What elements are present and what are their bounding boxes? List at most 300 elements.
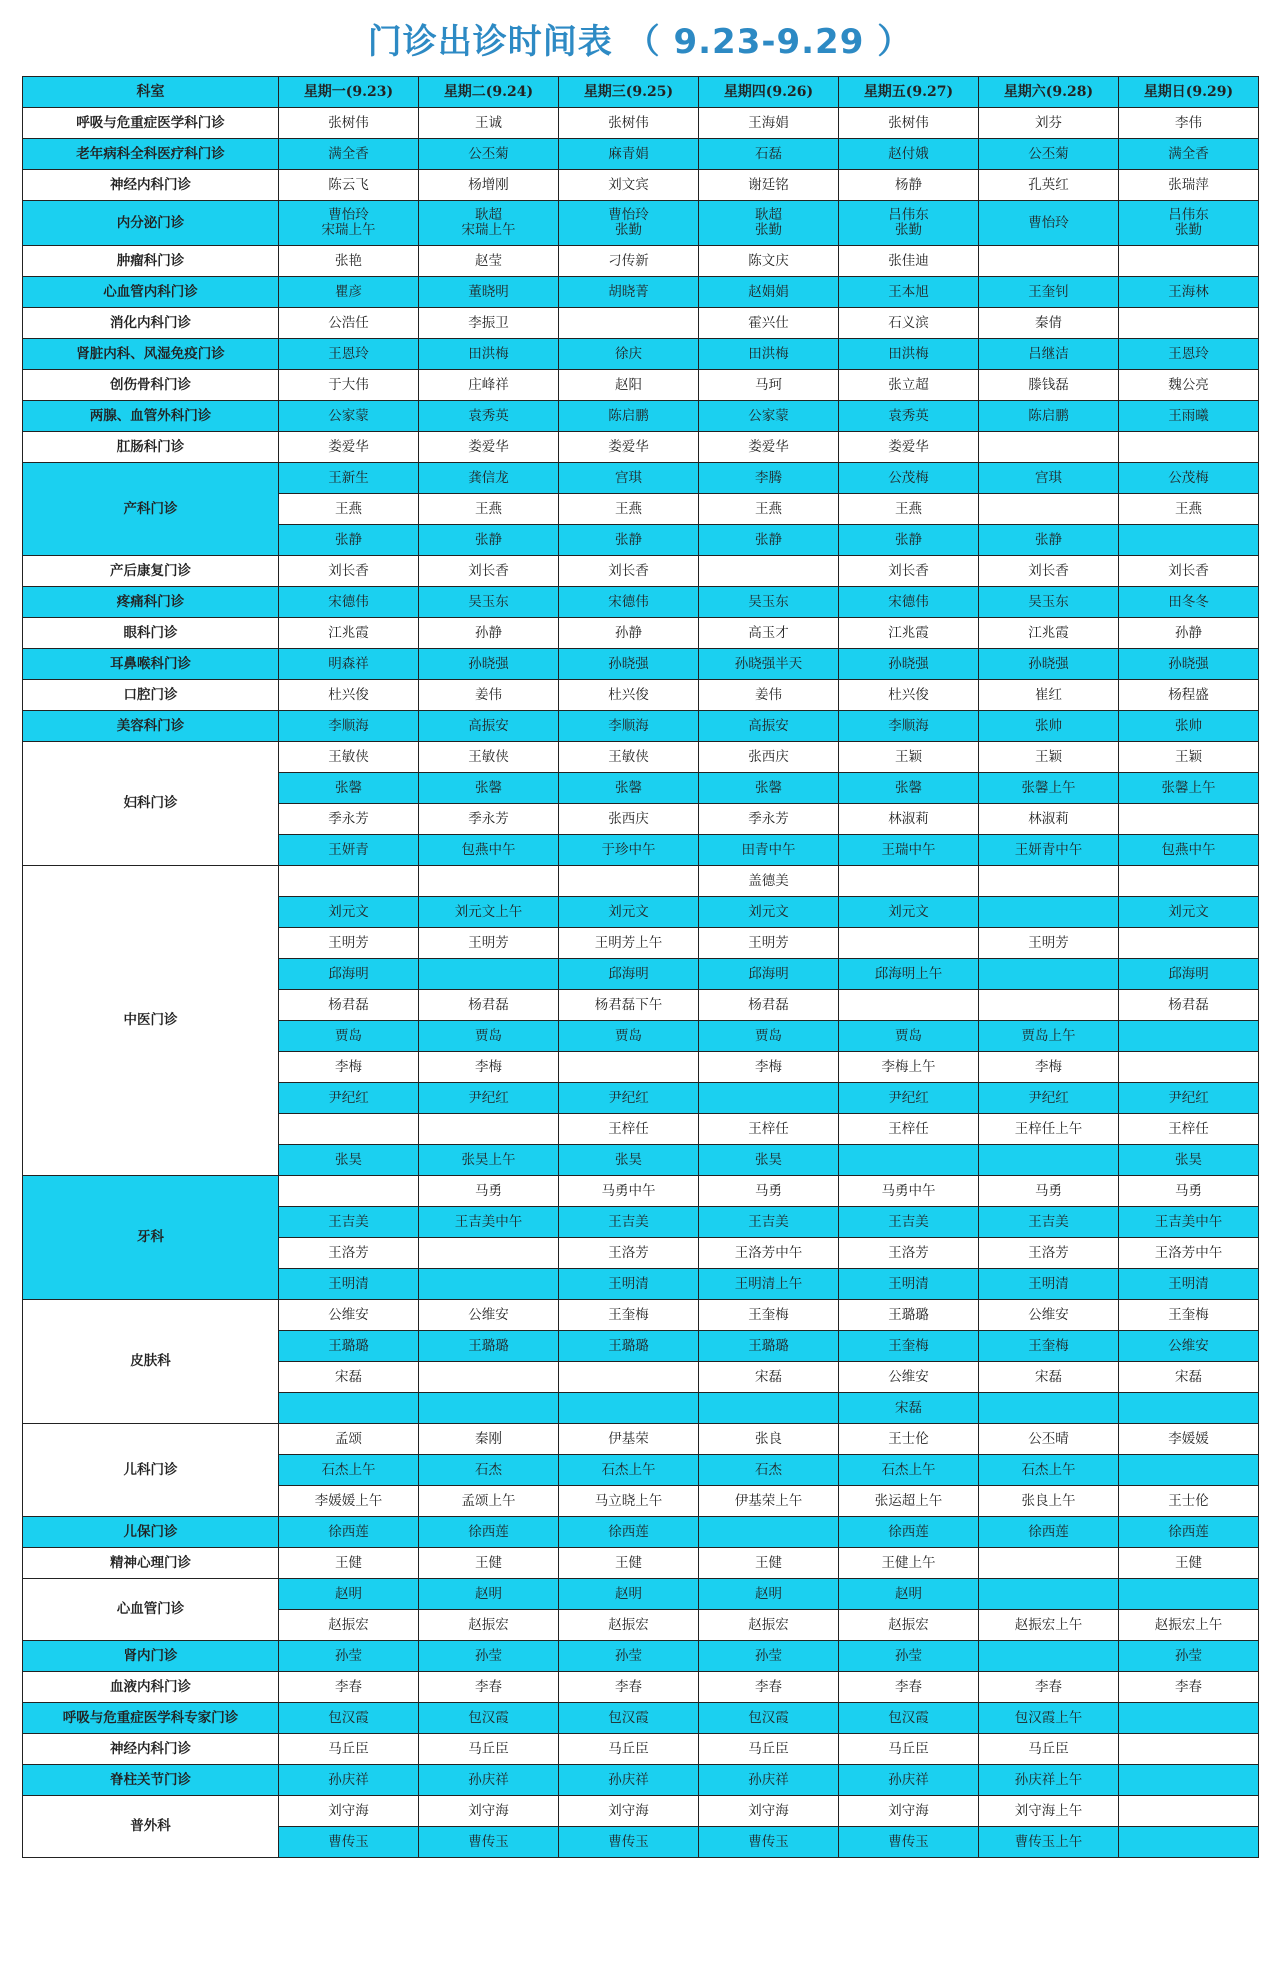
doctor-cell: 耿超 张勤	[699, 201, 839, 246]
doctor-cell: 张静	[699, 525, 839, 556]
doctor-cell: 王健	[1119, 1548, 1259, 1579]
doctor-cell: 庄峰祥	[419, 370, 559, 401]
doctor-cell: 张静	[559, 525, 699, 556]
doctor-cell: 刘守海	[559, 1796, 699, 1827]
doctor-cell	[1119, 1393, 1259, 1424]
doctor-cell	[839, 866, 979, 897]
doctor-cell	[699, 556, 839, 587]
department-name: 心血管门诊	[23, 1579, 279, 1641]
doctor-cell: 尹纪红	[279, 1083, 419, 1114]
doctor-cell: 王雨曦	[1119, 401, 1259, 432]
doctor-cell: 李春	[699, 1672, 839, 1703]
doctor-cell: 高振安	[419, 711, 559, 742]
doctor-cell: 公丕晴	[979, 1424, 1119, 1455]
doctor-cell: 贾岛	[699, 1021, 839, 1052]
doctor-cell: 王璐璐	[559, 1331, 699, 1362]
doctor-cell: 孙静	[419, 618, 559, 649]
doctor-cell: 包汉霞	[699, 1703, 839, 1734]
doctor-cell: 王奎梅	[559, 1300, 699, 1331]
doctor-cell: 赵娟娟	[699, 277, 839, 308]
department-name: 肾脏内科、风湿免疫门诊	[23, 339, 279, 370]
doctor-cell: 杜兴俊	[839, 680, 979, 711]
doctor-cell: 王颖	[1119, 742, 1259, 773]
doctor-cell	[839, 990, 979, 1021]
doctor-cell	[279, 1393, 419, 1424]
doctor-cell	[1119, 525, 1259, 556]
doctor-cell: 吕伟东 张勤	[839, 201, 979, 246]
doctor-cell	[279, 1114, 419, 1145]
doctor-cell: 尹纪红	[839, 1083, 979, 1114]
doctor-cell: 刘长香	[559, 556, 699, 587]
doctor-cell: 包汉霞上午	[979, 1703, 1119, 1734]
doctor-cell: 徐西莲	[839, 1517, 979, 1548]
doctor-cell: 刘长香	[279, 556, 419, 587]
doctor-cell: 秦刚	[419, 1424, 559, 1455]
doctor-cell: 陈云飞	[279, 170, 419, 201]
doctor-cell	[979, 246, 1119, 277]
doctor-cell: 杨君磊下午	[559, 990, 699, 1021]
doctor-cell: 包汉霞	[559, 1703, 699, 1734]
doctor-cell: 公维安	[839, 1362, 979, 1393]
schedule-row	[23, 463, 1259, 494]
doctor-cell: 吕继洁	[979, 339, 1119, 370]
doctor-cell: 马勇	[419, 1176, 559, 1207]
doctor-cell: 王吉美中午	[1119, 1207, 1259, 1238]
doctor-cell: 吴玉东	[979, 587, 1119, 618]
doctor-cell: 张馨	[839, 773, 979, 804]
doctor-cell: 孙晓强	[839, 649, 979, 680]
doctor-cell: 王明清	[979, 1269, 1119, 1300]
doctor-cell: 伊基荣	[559, 1424, 699, 1455]
doctor-cell: 张树伟	[559, 108, 699, 139]
doctor-cell: 满全香	[279, 139, 419, 170]
doctor-cell: 李伟	[1119, 108, 1259, 139]
department-name: 眼科门诊	[23, 618, 279, 649]
doctor-cell	[979, 959, 1119, 990]
doctor-cell: 姜伟	[699, 680, 839, 711]
doctor-cell: 田洪梅	[419, 339, 559, 370]
doctor-cell	[559, 1393, 699, 1424]
doctor-cell: 刘守海	[419, 1796, 559, 1827]
doctor-cell: 宫琪	[559, 463, 699, 494]
doctor-cell: 王璐璐	[279, 1331, 419, 1362]
doctor-cell: 王梓任	[1119, 1114, 1259, 1145]
doctor-cell: 徐庆	[559, 339, 699, 370]
doctor-cell: 张良	[699, 1424, 839, 1455]
doctor-cell: 王燕	[1119, 494, 1259, 525]
header-row	[23, 77, 1259, 108]
doctor-cell: 瞿彦	[279, 277, 419, 308]
doctor-cell	[419, 866, 559, 897]
doctor-cell: 杨程盛	[1119, 680, 1259, 711]
doctor-cell: 陈文庆	[699, 246, 839, 277]
doctor-cell	[419, 1362, 559, 1393]
doctor-cell: 张静	[979, 525, 1119, 556]
doctor-cell: 杨君磊	[419, 990, 559, 1021]
department-name: 消化内科门诊	[23, 308, 279, 339]
doctor-cell: 曹怡玲	[979, 201, 1119, 246]
doctor-cell: 李春	[419, 1672, 559, 1703]
doctor-cell: 赵明	[419, 1579, 559, 1610]
header-cell-thu: 星期四(9.26)	[699, 77, 839, 108]
doctor-cell: 赵振宏	[699, 1610, 839, 1641]
doctor-cell: 王恩玲	[279, 339, 419, 370]
doctor-cell	[979, 866, 1119, 897]
doctor-cell: 李梅上午	[839, 1052, 979, 1083]
doctor-cell: 袁秀英	[839, 401, 979, 432]
doctor-cell: 王燕	[699, 494, 839, 525]
schedule-row	[23, 680, 1259, 711]
schedule-row	[23, 277, 1259, 308]
doctor-cell: 公茂梅	[1119, 463, 1259, 494]
doctor-cell: 王吉美	[839, 1207, 979, 1238]
doctor-cell: 马勇中午	[839, 1176, 979, 1207]
doctor-cell: 公家蒙	[699, 401, 839, 432]
doctor-cell: 王梓任	[559, 1114, 699, 1145]
doctor-cell: 马丘臣	[559, 1734, 699, 1765]
doctor-cell: 尹纪红	[419, 1083, 559, 1114]
doctor-cell: 王洛芳	[979, 1238, 1119, 1269]
page-title: 门诊出诊时间表 （ 9.23-9.29 ）	[367, 22, 913, 62]
schedule-row	[23, 742, 1259, 773]
doctor-cell: 王吉美	[699, 1207, 839, 1238]
doctor-cell: 张良上午	[979, 1486, 1119, 1517]
schedule-row	[23, 308, 1259, 339]
doctor-cell: 马丘臣	[419, 1734, 559, 1765]
doctor-cell: 孙庆祥	[279, 1765, 419, 1796]
doctor-cell: 孙庆祥	[699, 1765, 839, 1796]
schedule-row	[23, 587, 1259, 618]
doctor-cell: 王梓任	[699, 1114, 839, 1145]
schedule-row	[23, 246, 1259, 277]
doctor-cell	[699, 1083, 839, 1114]
doctor-cell	[559, 866, 699, 897]
doctor-cell: 王健	[419, 1548, 559, 1579]
doctor-cell: 王奎梅	[979, 1331, 1119, 1362]
doctor-cell: 曹传玉	[419, 1827, 559, 1858]
doctor-cell: 公茂梅	[839, 463, 979, 494]
doctor-cell	[1119, 1579, 1259, 1610]
doctor-cell: 江兆霞	[279, 618, 419, 649]
doctor-cell: 田洪梅	[699, 339, 839, 370]
doctor-cell: 张馨	[699, 773, 839, 804]
doctor-cell: 公浩任	[279, 308, 419, 339]
doctor-cell: 高玉才	[699, 618, 839, 649]
doctor-cell: 李春	[279, 1672, 419, 1703]
doctor-cell: 张西庆	[559, 804, 699, 835]
doctor-cell: 秦倩	[979, 308, 1119, 339]
doctor-cell: 曹传玉	[699, 1827, 839, 1858]
header-cell-wed: 星期三(9.25)	[559, 77, 699, 108]
department-name: 神经内科门诊	[23, 170, 279, 201]
doctor-cell: 石磊	[699, 139, 839, 170]
doctor-cell: 杜兴俊	[559, 680, 699, 711]
doctor-cell: 李春	[979, 1672, 1119, 1703]
doctor-cell: 公维安	[279, 1300, 419, 1331]
schedule-row	[23, 1672, 1259, 1703]
doctor-cell: 刘长香	[419, 556, 559, 587]
doctor-cell: 马勇	[699, 1176, 839, 1207]
doctor-cell: 王明清	[559, 1269, 699, 1300]
doctor-cell: 刘元文	[699, 897, 839, 928]
doctor-cell: 孙静	[559, 618, 699, 649]
schedule-row	[23, 1703, 1259, 1734]
doctor-cell: 杨君磊	[699, 990, 839, 1021]
doctor-cell	[1119, 308, 1259, 339]
doctor-cell: 孙晓强半天	[699, 649, 839, 680]
doctor-cell: 张静	[839, 525, 979, 556]
doctor-cell: 刘长香	[839, 556, 979, 587]
doctor-cell: 季永芳	[699, 804, 839, 835]
doctor-cell: 孙莹	[839, 1641, 979, 1672]
schedule-row	[23, 1641, 1259, 1672]
doctor-cell: 李春	[559, 1672, 699, 1703]
department-name: 产科门诊	[23, 463, 279, 556]
doctor-cell: 伊基荣上午	[699, 1486, 839, 1517]
doctor-cell: 宋德伟	[839, 587, 979, 618]
department-name: 脊柱关节门诊	[23, 1765, 279, 1796]
doctor-cell: 季永芳	[279, 804, 419, 835]
doctor-cell: 袁秀英	[419, 401, 559, 432]
doctor-cell: 王健	[559, 1548, 699, 1579]
doctor-cell	[559, 1362, 699, 1393]
doctor-cell: 王妍青	[279, 835, 419, 866]
doctor-cell: 张昊上午	[419, 1145, 559, 1176]
doctor-cell: 王吉美	[979, 1207, 1119, 1238]
doctor-cell: 曹传玉	[559, 1827, 699, 1858]
doctor-cell: 吴玉东	[419, 587, 559, 618]
department-name: 口腔门诊	[23, 680, 279, 711]
doctor-cell: 满全香	[1119, 139, 1259, 170]
doctor-cell: 王海娟	[699, 108, 839, 139]
schedule-row	[23, 339, 1259, 370]
doctor-cell: 王燕	[839, 494, 979, 525]
doctor-cell: 张馨	[279, 773, 419, 804]
doctor-cell: 杨静	[839, 170, 979, 201]
doctor-cell: 宋德伟	[559, 587, 699, 618]
doctor-cell: 公丕菊	[419, 139, 559, 170]
schedule-row	[23, 201, 1259, 246]
doctor-cell: 孙庆祥	[559, 1765, 699, 1796]
doctor-cell: 孙莹	[699, 1641, 839, 1672]
doctor-cell: 姜伟	[419, 680, 559, 711]
department-name: 疼痛科门诊	[23, 587, 279, 618]
doctor-cell: 贾岛上午	[979, 1021, 1119, 1052]
doctor-cell: 明森祥	[279, 649, 419, 680]
doctor-cell: 王洛芳	[279, 1238, 419, 1269]
doctor-cell	[559, 1052, 699, 1083]
schedule-row	[23, 370, 1259, 401]
doctor-cell: 林淑莉	[979, 804, 1119, 835]
doctor-cell: 张昊	[699, 1145, 839, 1176]
doctor-cell: 马勇	[979, 1176, 1119, 1207]
doctor-cell: 王颖	[839, 742, 979, 773]
doctor-cell: 王明清	[279, 1269, 419, 1300]
doctor-cell: 赵付娥	[839, 139, 979, 170]
doctor-cell: 尹纪红	[1119, 1083, 1259, 1114]
doctor-cell: 王洛芳	[559, 1238, 699, 1269]
doctor-cell: 马丘臣	[839, 1734, 979, 1765]
doctor-cell	[419, 1269, 559, 1300]
doctor-cell: 娄爱华	[699, 432, 839, 463]
doctor-cell: 宋磊	[839, 1393, 979, 1424]
doctor-cell: 孙晓强	[1119, 649, 1259, 680]
doctor-cell: 刘元文	[1119, 897, 1259, 928]
doctor-cell: 王梓任上午	[979, 1114, 1119, 1145]
doctor-cell: 马丘臣	[979, 1734, 1119, 1765]
doctor-cell: 徐西莲	[279, 1517, 419, 1548]
doctor-cell: 邱海明	[699, 959, 839, 990]
doctor-cell: 孙莹	[1119, 1641, 1259, 1672]
doctor-cell: 王吉美中午	[419, 1207, 559, 1238]
doctor-cell: 孙晓强	[559, 649, 699, 680]
doctor-cell: 石义滨	[839, 308, 979, 339]
doctor-cell	[699, 1517, 839, 1548]
doctor-cell: 王明清	[1119, 1269, 1259, 1300]
doctor-cell: 邱海明上午	[839, 959, 979, 990]
doctor-cell	[419, 1393, 559, 1424]
doctor-cell: 徐西莲	[979, 1517, 1119, 1548]
department-name: 心血管内科门诊	[23, 277, 279, 308]
doctor-cell: 王健上午	[839, 1548, 979, 1579]
doctor-cell: 张运超上午	[839, 1486, 979, 1517]
doctor-cell: 马立晓上午	[559, 1486, 699, 1517]
doctor-cell: 孙晓强	[979, 649, 1119, 680]
doctor-cell: 张树伟	[279, 108, 419, 139]
doctor-cell: 盖德美	[699, 866, 839, 897]
doctor-cell: 宋德伟	[279, 587, 419, 618]
doctor-cell: 王新生	[279, 463, 419, 494]
doctor-cell: 马勇中午	[559, 1176, 699, 1207]
doctor-cell: 宋磊	[1119, 1362, 1259, 1393]
department-name: 妇科门诊	[23, 742, 279, 866]
doctor-cell: 孙庆祥上午	[979, 1765, 1119, 1796]
doctor-cell: 娄爱华	[279, 432, 419, 463]
doctor-cell: 王敏侠	[559, 742, 699, 773]
doctor-cell: 王璐璐	[699, 1331, 839, 1362]
doctor-cell: 赵莹	[419, 246, 559, 277]
doctor-cell: 张树伟	[839, 108, 979, 139]
doctor-cell: 包汉霞	[279, 1703, 419, 1734]
doctor-cell: 耿超 宋瑞上午	[419, 201, 559, 246]
department-name: 儿保门诊	[23, 1517, 279, 1548]
doctor-cell: 王璐璐	[839, 1300, 979, 1331]
doctor-cell: 赵明	[279, 1579, 419, 1610]
doctor-cell: 王敏侠	[419, 742, 559, 773]
doctor-cell: 王明芳	[699, 928, 839, 959]
doctor-cell: 王健	[699, 1548, 839, 1579]
header-cell-sat: 星期六(9.28)	[979, 77, 1119, 108]
doctor-cell	[1119, 1021, 1259, 1052]
header-cell-mon: 星期一(9.23)	[279, 77, 419, 108]
doctor-cell: 王诚	[419, 108, 559, 139]
doctor-cell: 赵振宏	[419, 1610, 559, 1641]
doctor-cell: 马丘臣	[279, 1734, 419, 1765]
doctor-cell	[559, 308, 699, 339]
doctor-cell: 孟颂	[279, 1424, 419, 1455]
department-name: 血液内科门诊	[23, 1672, 279, 1703]
doctor-cell	[979, 1548, 1119, 1579]
doctor-cell	[839, 1145, 979, 1176]
doctor-cell: 麻青娟	[559, 139, 699, 170]
schedule-row	[23, 170, 1259, 201]
doctor-cell: 刘长香	[979, 556, 1119, 587]
doctor-cell: 崔红	[979, 680, 1119, 711]
doctor-cell: 赵明	[839, 1579, 979, 1610]
schedule-row	[23, 1734, 1259, 1765]
schedule-row	[23, 1548, 1259, 1579]
department-name: 耳鼻喉科门诊	[23, 649, 279, 680]
doctor-cell: 季永芳	[419, 804, 559, 835]
department-name: 肿瘤科门诊	[23, 246, 279, 277]
department-name: 精神心理门诊	[23, 1548, 279, 1579]
doctor-cell: 田冬冬	[1119, 587, 1259, 618]
doctor-cell: 曹怡玲 宋瑞上午	[279, 201, 419, 246]
doctor-cell: 高振安	[699, 711, 839, 742]
doctor-cell: 曹传玉	[279, 1827, 419, 1858]
doctor-cell: 邱海明	[279, 959, 419, 990]
doctor-cell: 李梅	[979, 1052, 1119, 1083]
doctor-cell: 魏公亮	[1119, 370, 1259, 401]
doctor-cell	[1119, 804, 1259, 835]
doctor-cell: 胡晓菁	[559, 277, 699, 308]
doctor-cell: 徐西莲	[419, 1517, 559, 1548]
doctor-cell: 张帅	[1119, 711, 1259, 742]
doctor-cell: 王明芳上午	[559, 928, 699, 959]
doctor-cell	[1119, 1765, 1259, 1796]
doctor-cell	[979, 1579, 1119, 1610]
doctor-cell: 王恩玲	[1119, 339, 1259, 370]
doctor-cell: 李腾	[699, 463, 839, 494]
doctor-cell: 王明芳	[979, 928, 1119, 959]
doctor-cell: 李媛媛上午	[279, 1486, 419, 1517]
doctor-cell: 石杰上午	[839, 1455, 979, 1486]
doctor-cell: 王本旭	[839, 277, 979, 308]
doctor-cell: 王明清上午	[699, 1269, 839, 1300]
doctor-cell: 孙莹	[559, 1641, 699, 1672]
doctor-cell: 杨增刚	[419, 170, 559, 201]
doctor-cell: 石杰	[419, 1455, 559, 1486]
schedule-row	[23, 1796, 1259, 1827]
department-name: 内分泌门诊	[23, 201, 279, 246]
doctor-cell: 王士伦	[839, 1424, 979, 1455]
doctor-cell: 公维安	[979, 1300, 1119, 1331]
department-name: 美容科门诊	[23, 711, 279, 742]
doctor-cell: 谢廷铭	[699, 170, 839, 201]
doctor-cell: 王海林	[1119, 277, 1259, 308]
doctor-cell: 刘文宾	[559, 170, 699, 201]
doctor-cell	[1119, 928, 1259, 959]
doctor-cell	[1119, 1796, 1259, 1827]
doctor-cell: 王燕	[559, 494, 699, 525]
doctor-cell: 张馨	[419, 773, 559, 804]
doctor-cell	[1119, 1827, 1259, 1858]
doctor-cell: 包燕中午	[419, 835, 559, 866]
schedule-row	[23, 711, 1259, 742]
doctor-cell: 王敏侠	[279, 742, 419, 773]
doctor-cell: 尹纪红	[559, 1083, 699, 1114]
doctor-cell: 张西庆	[699, 742, 839, 773]
doctor-cell	[979, 1641, 1119, 1672]
doctor-cell: 邱海明	[1119, 959, 1259, 990]
doctor-cell: 张瑞萍	[1119, 170, 1259, 201]
doctor-cell: 李梅	[279, 1052, 419, 1083]
department-name: 老年病科全科医疗科门诊	[23, 139, 279, 170]
schedule-row	[23, 108, 1259, 139]
doctor-cell: 王吉美	[559, 1207, 699, 1238]
doctor-cell: 赵振宏	[839, 1610, 979, 1641]
doctor-cell: 孙庆祥	[419, 1765, 559, 1796]
